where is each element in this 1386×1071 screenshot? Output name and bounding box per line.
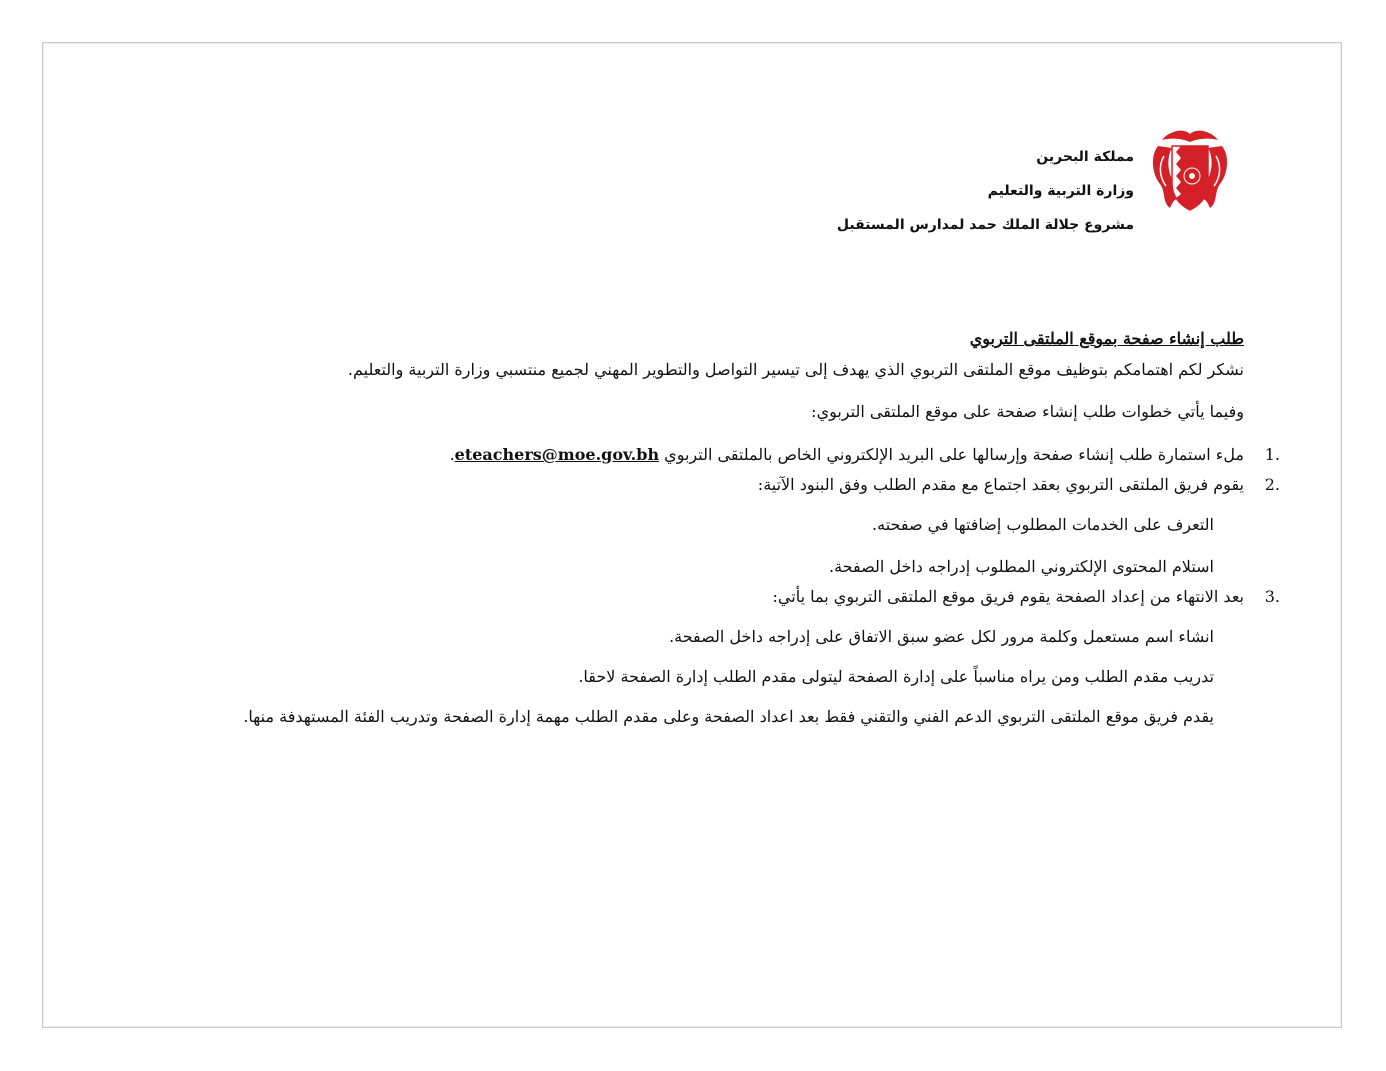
document-title: طلب إنشاء صفحة بموقع الملتقى التربوي xyxy=(969,329,1244,348)
letterhead xyxy=(837,140,1134,242)
step-1 xyxy=(144,440,1280,470)
step-text: بعد الانتهاء من إعداد الصفحة يقوم فريق موقع الملتقى التربوي بما يأتي: xyxy=(772,587,1244,606)
sub-item: يقدم فريق موقع الملتقى التربوي الدعم الفني والتقني فقط بعد اعداد الصفحة وعلى مقدم الطلب مهمة إدارة الصفحة وتدريب الفئة المستهدفة منها. xyxy=(243,707,1214,726)
steps-heading: وفيما يأتي خطوات طلب إنشاء صفحة على موقع الملتقى التربوي: xyxy=(811,402,1244,421)
project-name: مشروع جلالة الملك حمد لمدارس المستقبل xyxy=(836,217,1134,233)
steps-list xyxy=(144,440,1280,732)
email-link[interactable]: eteachers@moe.gov.bh xyxy=(454,445,660,464)
sub-item: انشاء اسم مستعمل وكلمة مرور لكل عضو سبق الاتفاق على إدراجه داخل الصفحة. xyxy=(669,627,1214,646)
sub-item: التعرف على الخدمات المطلوب إضافتها في صفحته. xyxy=(872,515,1214,534)
document-body xyxy=(144,322,1280,732)
bahrain-emblem-icon xyxy=(1148,126,1232,214)
kingdom-name: مملكة البحرين xyxy=(1036,149,1134,165)
step-end: . xyxy=(449,445,455,464)
intro-paragraph: نشكر لكم اهتمامكم بتوظيف موقع الملتقى التربوي الذي يهدف إلى تيسير التواصل والتطوير المهني لجميع منتسبي وزارة التربية والتعليم. xyxy=(347,360,1244,379)
step-3 xyxy=(144,582,1280,612)
sub-item: تدريب مقدم الطلب ومن يراه مناسباً على إدارة الصفحة ليتولى مقدم الطلب إدارة الصفحة لاحقا. xyxy=(578,667,1214,686)
step-text: يقوم فريق الملتقى التربوي بعقد اجتماع مع مقدم الطلب وفق البنود الآتية: xyxy=(757,475,1244,494)
ministry-name: وزارة التربية والتعليم xyxy=(987,183,1134,199)
step-text: ملء استمارة طلب إنشاء صفحة وإرسالها على البريد الإلكتروني الخاص بالملتقى التربوي xyxy=(664,445,1244,464)
step-number: 1. xyxy=(1264,445,1280,464)
step-number: 3. xyxy=(1264,587,1280,606)
sub-item: استلام المحتوى الإلكتروني المطلوب إدراجه داخل الصفحة. xyxy=(828,557,1214,576)
step-2 xyxy=(144,470,1280,500)
step-number: 2. xyxy=(1264,475,1280,494)
